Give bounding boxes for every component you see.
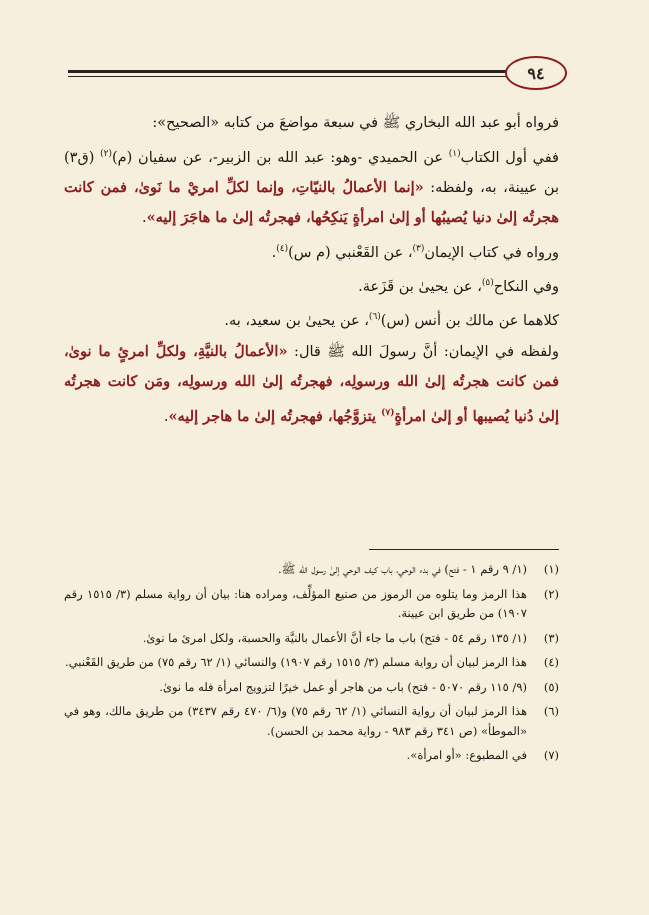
hadith-text: يتزوَّجُها، فهجرتُه إلىٰ ما هاجر إليه» [168, 407, 382, 425]
footnote-text: في المطبوع: «أو امرأة». [406, 748, 527, 762]
footnote-number: (٤) [543, 655, 559, 669]
footnote-number: (٢) [543, 586, 559, 601]
body-paragraph [64, 302, 559, 336]
page-number: ٩٤ [505, 56, 567, 90]
body-paragraph [64, 108, 559, 139]
body-paragraph [64, 139, 559, 234]
text-run: ، عن القَعْنبي (م س) [288, 244, 413, 261]
footnote-divider [369, 549, 559, 550]
body-paragraph [64, 234, 559, 268]
footnotes [64, 560, 559, 771]
header-rule-thin [68, 76, 555, 77]
footnote-item [64, 560, 559, 580]
footnote-item [64, 678, 559, 698]
footnote-text: هذا الرمز وما يتلوه من الرموز من صنيع المؤلِّف، ومراده هنا: بيان أن رواية مسلم (٣/ ١٥١٥ رقم ١٩٠٧) من طريق ابن عيينة. [64, 586, 527, 620]
footnote-number: (٣) [543, 630, 559, 645]
text-run: ولفظه في الإيمان: أنَّ رسولَ الله ﷺ قال: [287, 343, 559, 360]
footnote-item [64, 629, 559, 649]
footnote-ref: (٤) [276, 243, 289, 254]
footnote-item [64, 653, 559, 673]
footnote-item [64, 702, 559, 741]
footnote-ref: (٧) [381, 407, 395, 418]
footnote-item [64, 746, 559, 766]
footnote-number: (٧) [543, 748, 559, 762]
text-run: ، عن يحيىٰ بن قَزَعة. [358, 278, 482, 295]
body-paragraph [64, 268, 559, 302]
footnote-item [64, 585, 559, 624]
text-run: فرواه أبو عبد الله البخاري ﷺ في سبعة مواضعَ من كتابه «الصحيح»: [152, 115, 559, 131]
footnote-text: (٩/ ١١٥ رقم ٥٠٧٠ - فتح) باب من هاجر أو عمل خيرًا لتزويج امرأة فله ما نوىٰ. [159, 679, 527, 694]
footnote-ref: (٣) [412, 243, 425, 254]
body-paragraph [64, 337, 559, 432]
footnote-text: (١/ ٩ رقم ١ - فتح) في بدء الوحي، باب كيف الوحي إلىٰ رسول الله ﷺ. [277, 562, 527, 576]
text-run: ، عن يحيىٰ بن سعيد، به. [224, 313, 369, 330]
text-run: . [163, 408, 169, 425]
text-run: . [141, 210, 147, 227]
page-header [68, 56, 555, 92]
footnote-text: هذا الرمز لبيان أن رواية مسلم (٣/ ١٥١٥ رقم ١٩٠٧) والنسائي (١/ ٦٢ رقم ٧٥) من طريق القَعْنبي. [65, 655, 527, 669]
hadith-text: «الأعمالُ بالنيَّةِ، ولكلِّ امرئٍ ما نوىٰ، فمن كانت هجرتُه إلىٰ الله ورسولِه، فهجرتُه إلىٰ الله ورسولِه، ومَن كانت هجرتُه إلىٰ دُنيا يُصيبها أو إلىٰ امرأةٍ [64, 342, 559, 425]
text-run: كلاهما عن مالك بن أنس (س) [380, 313, 559, 330]
text-run: ورواه في كتاب الإيمان [424, 244, 559, 261]
hadith-text: «إنما الأعمالُ بالنيّاتِ، وإنما لكلِّ امريْ ما نَوىٰ، فمن كانت هجرتُه إلىٰ دنيا يُصيبُها أو إلىٰ امرأةٍ يَنكِحُها، فهجرتُه إلىٰ ما هاجَرَ إليه» [64, 178, 559, 227]
footnote-number: (٥) [543, 679, 559, 694]
footnote-ref: (٥) [481, 278, 494, 289]
header-rule-thick [68, 70, 555, 73]
text-run: . [271, 244, 277, 261]
footnote-ref: (٢) [100, 148, 113, 159]
text-run: وفي النكاح [493, 278, 559, 295]
footnote-number: (١) [543, 562, 559, 576]
footnote-ref: (٦) [368, 312, 381, 323]
text-run: (ق٣) بن عيينة، به، ولفظه: [64, 149, 560, 196]
text-run: عن الحميدي -وهو: عبد الله بن الزبير-، عن سفيان (م) [112, 149, 449, 166]
footnote-ref: (١) [448, 148, 461, 159]
footnote-number: (٦) [543, 704, 559, 718]
text-run: ففي أول الكتاب [460, 149, 559, 166]
footnote-text: هذا الرمز لبيان أن رواية النسائي (١/ ٦٢ رقم ٧٥) و(٦/ ٤٧٠ رقم ٣٤٣٧) من طريق مالك، وهو في «الموطأ» (ص ٣٤١ رقم ٩٨٣ - رواية محمد بن الحسن). [64, 704, 528, 738]
main-text [64, 108, 559, 432]
footnote-text: (١/ ١٣٥ رقم ٥٤ - فتح) باب ما جاء أنَّ الأعمال بالنيَّة والحسبة، ولكل امرئ ما نوىٰ. [142, 630, 527, 645]
